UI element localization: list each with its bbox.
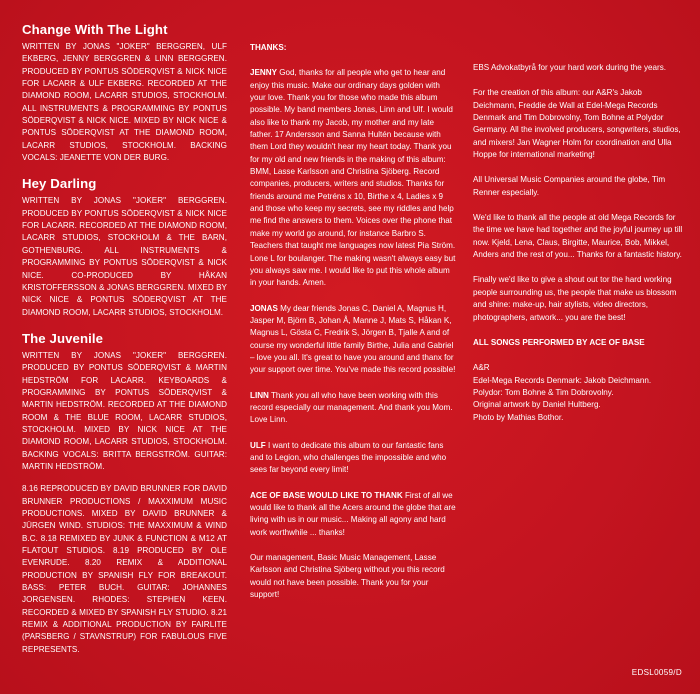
ar-line: Polydor: Tom Bohne & Tim Dobrovolny. (473, 387, 614, 397)
thanks-management: Our management, Basic Music Management, Lasse Karlsson and Christina Sjöberg without you this record would not have been possible. Thank you for your support! (250, 553, 445, 600)
thanks-text: God, thanks for all people who get to hear and enjoy this music. Make our ordinary days golden with your love. Thank you for those who made this album possible. My band members Jonas, Linn and Ulf. I would also like to thank my Jacob, my mother and my late father. 17 Andersson and Sanna Hultén because with them Lord they wouldn't hear my heart today. Thank you for my old and new friends in the making of this album: BMM, Lasse Karlsson and Christina Sjöberg. Record companies, producers, writers and studios. Thanks for friends around me Petréns x 10, Birthe x 4, Ladies x 9 and those who keep my secrets, see my riddles and help me find the answers to them. Voices over the phone that make my world go around, for instance Barbro S. Teachers that taught me languages now latest Pia Ström. Lone L for boulanger. The making wasn't always easy but you always saw me. I would like to put this whole album in your hands. Amen. (250, 68, 456, 288)
ar-line: Photo by Mathias Bothor. (473, 412, 564, 422)
remix-credits: 8.16 REPRODUCED BY DAVID BRUNNER FOR DAVID BRUNNER PRODUCTIONS / MAXXIMUM MUSIC PRODUCTIONS. MIXED BY DAVID BRUNNER & JÜRGEN WIND. STUDIOS: THE MAXXIMUM & WIND B.C. 8.18 REMIXED BY JUNK & FUNCTION & M12 AT FLATOUT STUDIOS. 8.19 PRODUCED BY OLE EVENRUDE. 8.20 REMIX & ADDITIONAL PRODUCTION BY SPANISH FLY FOR BREAKOUT. BASS: PETER BUCH. GUITAR: JOHANNES JORGENSEN. RHODES: STEPHEN KEEN. RECORDED & MIXED BY SPANISH FLY STUDIO. 8.21 REMIX & ADDITIONAL PRODUCTION BY FAIRLITE (PARSBERG / STAVNSTRUP) FOR FABULOUS FIVE REPRESENTS. (22, 484, 227, 654)
thanks-column (250, 42, 457, 614)
song-credits: WRITTEN BY JONAS "JOKER" BERGGREN, ULF EKBERG, JENNY BERGGREN & LINN BERGGREN. PRODUCED BY PONTUS SÖDERQVIST & NICK NICE FOR LACARR & ULF EKBERG. RECORDED AT THE DIAMOND ROOM, LACARR STUDIOS, STOCKHOLM. ALL INSTRUMENTS & PROGRAMMING BY PONTUS SÖDERQVIST & NICK NICE. MIXED BY NICK NICE & PONTUS SÖDERQVIST AT THE DIAMOND ROOM, LACARR STUDIOS, STOCKHOLM. BACKING VOCALS: JEANETTE VON DER BURG. (22, 42, 227, 163)
ar-credits (473, 362, 683, 424)
thanks-text: First of all we would like to thank all the Acers around the globe that are living with us in our music... Making all agony and hard work worthwhile ... thanks! (250, 490, 456, 537)
thanks-heading: THANKS: (250, 43, 287, 52)
thanks-band (250, 490, 457, 539)
member-name: ULF (250, 440, 266, 450)
ar-line: Original artwork by Daniel Hultberg. (473, 400, 601, 410)
ar-label: A&R (473, 363, 490, 373)
member-name: JONAS (250, 303, 278, 313)
thanks-paragraph: For the creation of this album: our A&R's Jakob Deichmann, Freddie de Wall at Edel-Mega Records Denmark and Tim Dobrovolny, Tom Bohne at Polydor Germany. All the involved producers, songwriters, studios, and mixers! Jan Wagner Holm for coordination and Ulla Hoppe for international marketing! (473, 88, 681, 160)
catalog-number: EDSL0059/D (631, 668, 682, 677)
thanks-paragraph: Finally we'd like to give a shout out tor the hard working people surrounding us, the people that make us blossom and shine: make-up, hair stylists, video directors, photographers, artwork... you are the best! (473, 275, 677, 322)
thanks-continued-column (473, 62, 683, 437)
credits-column (22, 22, 227, 666)
thanks-text: Thank you all who have been working with this record especially our management. And thank you Mom. Love Linn. (250, 390, 453, 425)
song-credits: WRITTEN BY JONAS "JOKER" BERGGREN. PRODUCED BY PONTUS SÖDERQVIST & NICK NICE FOR LACARR. RECORDED AT THE DIAMOND ROOM, LACARR STUDIOS, STOCKHOLM & THE BARN, GOTHENBURG. ALL INSTRUMENTS & PROGRAMMING BY PONTUS SÖDERQVIST & NICK NICE. CO-PRODUCED BY HÅKAN KRISTOFFERSSON & JONAS BERGGREN. MIXED BY NICK NICE & PONTUS SÖDERQVIST AT THE DIAMOND ROOM, LACARR STUDIOS, STOCKHOLM. (22, 196, 227, 317)
member-name: JENNY (250, 68, 277, 78)
thanks-text: I want to dedicate this album to our fantastic fans and to Legion, who challenges the impossible and who sees far beyond every limit! (250, 440, 447, 475)
ar-line: Edel-Mega Records Denmark: Jakob Deichmann. (473, 375, 652, 385)
song-title: Hey Darling (22, 176, 97, 192)
thanks-paragraph: EBS Advokatbyrå for your hard work during the years. (473, 63, 666, 72)
song-title: Change With The Light (22, 22, 168, 37)
performed-by: ALL SONGS PERFORMED BY ACE OF BASE (473, 337, 645, 347)
thanks-jonas (250, 303, 457, 377)
member-name: LINN (250, 390, 269, 400)
song-title: The Juvenile (22, 330, 104, 346)
thanks-text: My dear friends Jonas C, Daniel A, Magnus H, Jasper M, Björn B, Johan Å, Manne J, Mats S, Håkan K, Magnus L, Gösta C, Fredrik S, Jörgen B, Tjalle A and of course my wonderful little family Birthe, Julia and Gabriel – love you all. It's great to have you around and thanx for your support over time. You've made this record possible! (250, 303, 456, 375)
thanks-ulf (250, 440, 457, 477)
band-heading: ACE OF BASE WOULD LIKE TO THANK (250, 490, 403, 500)
thanks-paragraph: We'd like to thank all the people at old Mega Records for the time we have had together and the joyful journey up till now. Kjeld, Lena, Claus, Birgitte, Maurice, Bob, Mikkel, Anders and the rest of you... Thanks for a fantastic history. (473, 213, 683, 260)
song-credits: WRITTEN BY JONAS "JOKER" BERGGREN. PRODUCED BY PONTUS SÖDERQVIST & MARTIN HEDSTRÖM FOR LACARR. KEYBOARDS & PROGRAMMING BY PONTUS SÖDERQVIST & MARTIN HEDSTRÖM. RECORDED AT THE DIAMOND ROOM & THE BLUE ROOM, LACARR STUDIOS, STOCKHOLM. MIXED BY NICK NICE AT THE DIAMOND ROOM, LACARR STUDIOS, STOCKHOLM. BACKING VOCALS: BRITTA BERGSTRÖM. GUITAR: MARTIN HEDSTRÖM. (22, 350, 227, 471)
thanks-paragraph: All Universal Music Companies around the globe, Tim Renner especially. (473, 175, 666, 197)
thanks-jenny (250, 67, 457, 289)
thanks-linn (250, 390, 457, 427)
